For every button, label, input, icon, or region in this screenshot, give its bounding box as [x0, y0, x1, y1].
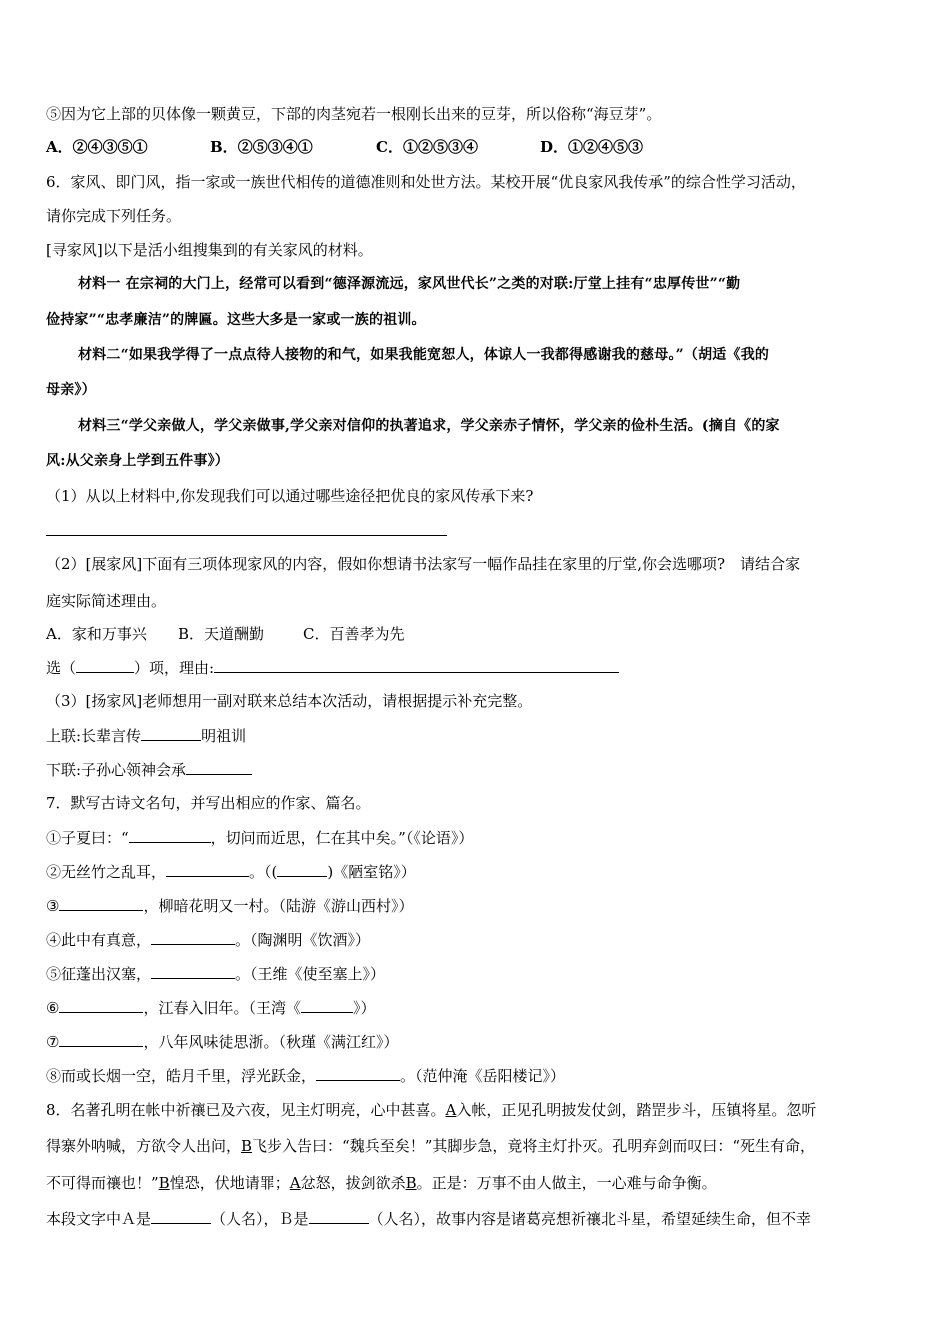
q6-sub3: （3）[扬家风]老师想用一副对联来总结本次活动，请根据提示补充完整。 — [46, 692, 533, 710]
lower-couplet-blank[interactable] — [186, 759, 252, 775]
q6-sub2-line2: 庭实际简述理由。 — [46, 592, 167, 610]
q7-blank1[interactable] — [129, 827, 211, 843]
q8-line2: 得寨外呐喊，方欲令人出问，B飞步入告曰：“魏兵至矣！”其脚步急，竟将主灯扑灭。孔明弃剑而叹曰：“死生有命， — [46, 1137, 816, 1155]
q5-item5: ⑤因为它上部的贝体像一颗黄豆，下部的肉茎宛若一根刚长出来的豆芽，所以俗称“海豆芽”。 — [46, 105, 662, 123]
q6-sub1: （1）从以上材料中,你发现我们可以通过哪些途径把优良的家风传承下来? — [46, 487, 534, 505]
q7-blank2[interactable] — [166, 861, 249, 877]
q6-material3-line1: 材料三“学父亲做人，学父亲做事,学父亲对信仰的执著追求，学父亲赤子情怀，学父亲的俭朴生活。(摘自《的家 — [78, 418, 780, 434]
q7-item2: ②无丝竹之乱耳， 。（( )《陋室铭》） — [46, 863, 416, 881]
q6-sub2-option-b: B．天道酬勤 — [178, 625, 265, 643]
q6-stem-line1: 6．家风、即门风，指一家或一族世代相传的道德准则和处世方法。某校开展“优良家风我传承”的综合性学习活动， — [46, 173, 806, 191]
q7-item5: ⑤征蓬出汉塞， 。（王维《使至塞上》） — [46, 965, 386, 983]
q6-sub2-option-c: C．百善孝为先 — [303, 625, 405, 643]
q6-upper-couplet: 上联:长辈言传 明祖训 — [46, 727, 247, 745]
q7-blank4[interactable] — [151, 929, 235, 945]
q7-blank8[interactable] — [316, 1065, 400, 1081]
q7-item6: ⑥ ，江春入旧年。（王湾《 》） — [46, 999, 376, 1017]
q7-blank6-title[interactable] — [301, 997, 353, 1013]
q8-line1: 8．名著孔明在帐中祈禳已及六夜，见主灯明亮，心中甚喜。A入帐，正见孔明披发仗剑，踏罡步斗，压镇将星。忽听 — [46, 1101, 817, 1119]
q6-stem-line2: 请你完成下列任务。 — [46, 207, 182, 225]
q6-material1-line2: 俭持家”“忠孝廉洁”的牌匾。这些大多是一家或一族的祖训。 — [46, 312, 426, 328]
q7-blank7[interactable] — [59, 1031, 143, 1047]
q5-option-d: D．①②④⑤③ — [540, 138, 644, 156]
q6-material1-line1: 材料一 在宗祠的大门上，经常可以看到“德泽源流远，家风世代长”之类的对联:厅堂上挂有“忠厚传世”“勤 — [78, 276, 741, 292]
q5-option-a: A．②④③⑤① — [46, 138, 148, 156]
q7-blank2-author[interactable] — [277, 861, 327, 877]
q7-stem: 7．默写古诗文名句，并写出相应的作家、篇名。 — [46, 794, 371, 812]
q7-item4: ④此中有真意， 。（陶渊明《饮酒》） — [46, 931, 371, 949]
q8-blank-b[interactable] — [309, 1208, 369, 1224]
q6-lower-couplet: 下联:子孙心领神会承 — [46, 759, 252, 780]
q7-blank5[interactable] — [151, 963, 235, 979]
q7-blank6[interactable] — [59, 997, 143, 1013]
q6-find-title: [寻家风]以下是活小组搜集到的有关家风的材料。 — [46, 241, 373, 259]
q7-item3: ③ ，柳暗花明又一村。（陆游《游山西村》） — [46, 897, 414, 915]
q6-material2-line2: 母亲》） — [46, 382, 96, 398]
q6-sub2-option-a: A．家和万事兴 — [46, 625, 147, 643]
q8-blank-a[interactable] — [151, 1208, 211, 1224]
choice-blank[interactable] — [76, 657, 134, 673]
q6-sub1-answer-line — [46, 535, 447, 536]
q8-line3: 不可得而禳也！”B惶恐，伏地请罪；A忿怒，拔剑欲杀B。正是：万事不由人做主，一心难与命争衡。 — [46, 1174, 717, 1192]
q6-choose-line: 选（ ）项，理由: — [46, 657, 619, 678]
q8-line4: 本段文字中Ａ是 （人名），Ｂ是 （人名），故事内容是诸葛亮想祈禳北斗星，希望延续生命，但不幸 — [46, 1210, 812, 1228]
q7-blank3[interactable] — [59, 895, 143, 911]
q7-item1: ①子夏曰：“ ，切问而近思，仁在其中矣。”（《论语》） — [46, 829, 474, 847]
q6-sub2-line1: （2）[展家风]下面有三项体现家风的内容，假如你想请书法家写一幅作品挂在家里的厅堂,你会选哪项? 请结合家 — [46, 555, 801, 573]
upper-couplet-blank[interactable] — [141, 725, 201, 741]
q7-item7: ⑦ ，八年风味徒思浙。（秋瑾《满江红》） — [46, 1033, 399, 1051]
q5-option-b: B．②⑤③④① — [210, 138, 313, 156]
reason-blank[interactable] — [214, 657, 619, 673]
q5-option-c: C．①②⑤③④ — [376, 138, 478, 156]
q7-item8: ⑧而或长烟一空，皓月千里，浮光跃金， 。（范仲淹《岳阳楼记》） — [46, 1067, 566, 1085]
q6-material3-line2: 风:从父亲身上学到五件事》） — [46, 453, 229, 469]
q6-material2-line1: 材料二“如果我学得了一点点待人接物的和气，如果我能宽恕人，体谅人一我都得感谢我的慈母。”（胡适《我的 — [78, 347, 770, 363]
